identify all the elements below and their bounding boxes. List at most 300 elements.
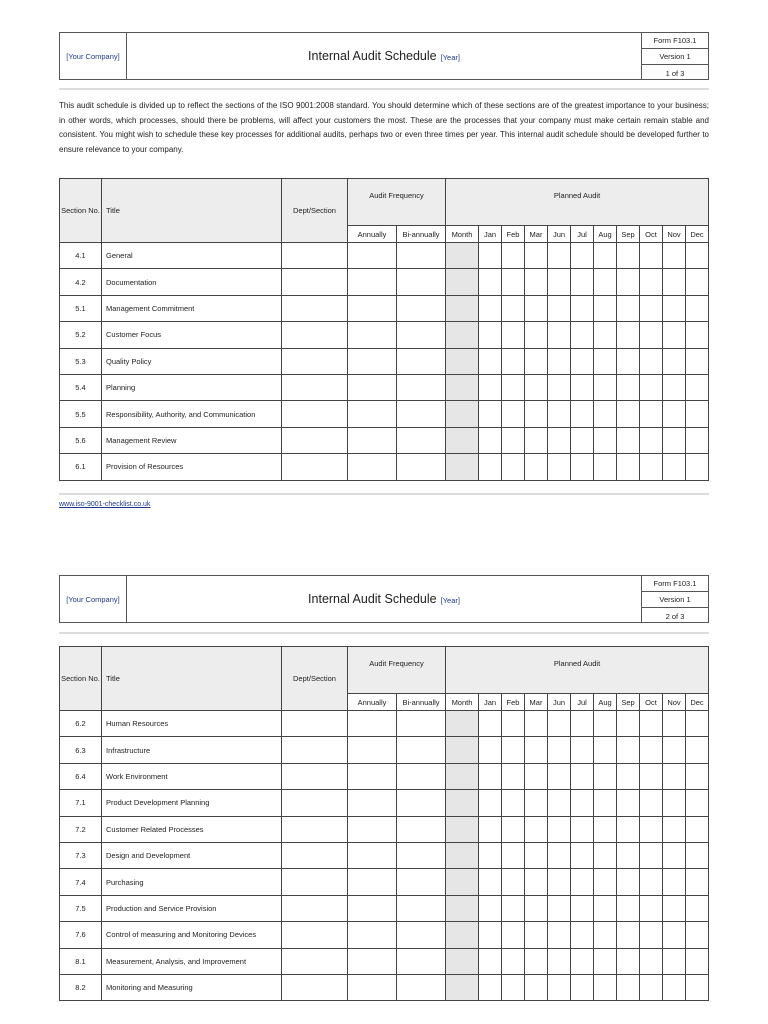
planned-month-cell[interactable] bbox=[686, 895, 709, 921]
planned-month-cell[interactable] bbox=[571, 895, 594, 921]
dept-cell[interactable] bbox=[282, 454, 348, 480]
planned-month-cell[interactable] bbox=[594, 842, 617, 868]
annually-cell[interactable] bbox=[348, 348, 397, 374]
planned-month-cell[interactable] bbox=[663, 816, 686, 842]
annually-cell[interactable] bbox=[348, 948, 397, 974]
planned-month-cell[interactable] bbox=[571, 295, 594, 321]
dept-cell[interactable] bbox=[282, 763, 348, 789]
planned-month-cell[interactable] bbox=[640, 737, 663, 763]
planned-month-cell[interactable] bbox=[571, 322, 594, 348]
annually-header: Annually bbox=[348, 226, 397, 243]
planned-month-cell[interactable] bbox=[663, 269, 686, 295]
planned-month-cell[interactable] bbox=[686, 922, 709, 948]
planned-month-cell[interactable] bbox=[617, 869, 640, 895]
planned-month-cell[interactable] bbox=[548, 842, 571, 868]
annually-cell[interactable] bbox=[348, 269, 397, 295]
planned-month-cell[interactable] bbox=[525, 816, 548, 842]
planned-month-cell[interactable] bbox=[594, 763, 617, 789]
annually-cell[interactable] bbox=[348, 374, 397, 400]
section-title: Management Commitment bbox=[102, 295, 282, 321]
planned-month-cell[interactable] bbox=[663, 869, 686, 895]
planned-month-cell[interactable] bbox=[663, 790, 686, 816]
planned-month-cell[interactable] bbox=[571, 922, 594, 948]
planned-month-cell[interactable] bbox=[571, 243, 594, 269]
planned-month-cell[interactable] bbox=[663, 763, 686, 789]
month-cell[interactable] bbox=[446, 427, 479, 453]
dept-cell[interactable] bbox=[282, 816, 348, 842]
planned-month-cell[interactable] bbox=[617, 348, 640, 374]
planned-month-cell[interactable] bbox=[571, 401, 594, 427]
planned-month-cell[interactable] bbox=[617, 922, 640, 948]
month-cell[interactable] bbox=[446, 974, 479, 1000]
planned-month-cell[interactable] bbox=[502, 243, 525, 269]
planned-month-cell[interactable] bbox=[617, 401, 640, 427]
planned-month-cell[interactable] bbox=[479, 295, 502, 321]
month-jul: Jul bbox=[571, 226, 594, 243]
planned-month-cell[interactable] bbox=[548, 322, 571, 348]
planned-month-cell[interactable] bbox=[502, 374, 525, 400]
planned-month-cell[interactable] bbox=[571, 948, 594, 974]
planned-month-cell[interactable] bbox=[571, 454, 594, 480]
annually-cell[interactable] bbox=[348, 322, 397, 348]
planned-month-cell[interactable] bbox=[548, 869, 571, 895]
planned-month-cell[interactable] bbox=[686, 763, 709, 789]
table-row bbox=[60, 401, 709, 427]
annually-cell[interactable] bbox=[348, 401, 397, 427]
planned-month-cell[interactable] bbox=[594, 895, 617, 921]
title-text: Internal Audit Schedule bbox=[308, 49, 437, 63]
month-cell[interactable] bbox=[446, 401, 479, 427]
annually-cell[interactable] bbox=[348, 816, 397, 842]
planned-month-cell[interactable] bbox=[548, 895, 571, 921]
planned-month-cell[interactable] bbox=[479, 948, 502, 974]
dept-cell[interactable] bbox=[282, 374, 348, 400]
planned-month-cell[interactable] bbox=[663, 895, 686, 921]
planned-month-cell[interactable] bbox=[502, 711, 525, 737]
planned-month-cell[interactable] bbox=[594, 869, 617, 895]
planned-month-cell[interactable] bbox=[663, 427, 686, 453]
bi-annually-cell[interactable] bbox=[397, 295, 446, 321]
planned-month-cell[interactable] bbox=[479, 895, 502, 921]
planned-month-cell[interactable] bbox=[640, 948, 663, 974]
planned-month-cell[interactable] bbox=[548, 401, 571, 427]
planned-month-cell[interactable] bbox=[594, 454, 617, 480]
planned-month-cell[interactable] bbox=[594, 816, 617, 842]
planned-month-cell[interactable] bbox=[502, 974, 525, 1000]
planned-month-cell[interactable] bbox=[663, 401, 686, 427]
month-cell[interactable] bbox=[446, 454, 479, 480]
bi-annually-cell[interactable] bbox=[397, 790, 446, 816]
planned-month-cell[interactable] bbox=[594, 322, 617, 348]
section-number: 7.4 bbox=[60, 869, 102, 895]
dept-cell[interactable] bbox=[282, 869, 348, 895]
annually-cell[interactable] bbox=[348, 427, 397, 453]
planned-month-cell[interactable] bbox=[571, 269, 594, 295]
planned-month-cell[interactable] bbox=[663, 348, 686, 374]
month-cell[interactable] bbox=[446, 790, 479, 816]
planned-month-cell[interactable] bbox=[617, 790, 640, 816]
planned-month-cell[interactable] bbox=[594, 427, 617, 453]
month-cell[interactable] bbox=[446, 269, 479, 295]
planned-month-cell[interactable] bbox=[640, 322, 663, 348]
planned-month-cell[interactable] bbox=[640, 295, 663, 321]
month-cell[interactable] bbox=[446, 295, 479, 321]
planned-month-cell[interactable] bbox=[617, 374, 640, 400]
planned-month-cell[interactable] bbox=[548, 763, 571, 789]
planned-month-cell[interactable] bbox=[479, 348, 502, 374]
planned-month-cell[interactable] bbox=[525, 427, 548, 453]
divider bbox=[59, 632, 709, 634]
planned-month-cell[interactable] bbox=[502, 737, 525, 763]
page2-header bbox=[59, 575, 709, 623]
planned-month-cell[interactable] bbox=[640, 401, 663, 427]
planned-month-cell[interactable] bbox=[617, 295, 640, 321]
dept-cell[interactable] bbox=[282, 948, 348, 974]
dept-cell[interactable] bbox=[282, 974, 348, 1000]
section-title: Production and Service Provision bbox=[102, 895, 282, 921]
dept-cell[interactable] bbox=[282, 711, 348, 737]
annually-cell[interactable] bbox=[348, 243, 397, 269]
version-label: Version 1 bbox=[642, 592, 708, 608]
company-name: [Your Company] bbox=[60, 33, 127, 79]
planned-month-cell[interactable] bbox=[663, 374, 686, 400]
planned-month-cell[interactable] bbox=[525, 454, 548, 480]
planned-month-cell[interactable] bbox=[548, 737, 571, 763]
dept-cell[interactable] bbox=[282, 348, 348, 374]
planned-month-cell[interactable] bbox=[479, 869, 502, 895]
planned-month-cell[interactable] bbox=[663, 711, 686, 737]
planned-month-cell[interactable] bbox=[548, 374, 571, 400]
planned-month-cell[interactable] bbox=[525, 322, 548, 348]
planned-month-cell[interactable] bbox=[640, 790, 663, 816]
planned-month-cell[interactable] bbox=[594, 401, 617, 427]
planned-month-cell[interactable] bbox=[479, 374, 502, 400]
planned-month-cell[interactable] bbox=[548, 243, 571, 269]
planned-month-cell[interactable] bbox=[502, 816, 525, 842]
planned-month-cell[interactable] bbox=[594, 374, 617, 400]
planned-month-cell[interactable] bbox=[640, 922, 663, 948]
planned-month-cell[interactable] bbox=[525, 948, 548, 974]
planned-month-cell[interactable] bbox=[571, 790, 594, 816]
planned-month-cell[interactable] bbox=[548, 711, 571, 737]
planned-month-cell[interactable] bbox=[479, 790, 502, 816]
bi-annually-cell[interactable] bbox=[397, 348, 446, 374]
planned-month-cell[interactable] bbox=[594, 948, 617, 974]
planned-month-cell[interactable] bbox=[571, 763, 594, 789]
planned-month-cell[interactable] bbox=[617, 737, 640, 763]
month-cell[interactable] bbox=[446, 374, 479, 400]
planned-month-cell[interactable] bbox=[686, 790, 709, 816]
dept-cell[interactable] bbox=[282, 922, 348, 948]
planned-month-cell[interactable] bbox=[502, 427, 525, 453]
planned-month-cell[interactable] bbox=[617, 427, 640, 453]
planned-month-cell[interactable] bbox=[640, 243, 663, 269]
planned-month-cell[interactable] bbox=[594, 711, 617, 737]
planned-month-cell[interactable] bbox=[548, 348, 571, 374]
planned-month-cell[interactable] bbox=[663, 737, 686, 763]
planned-month-cell[interactable] bbox=[525, 869, 548, 895]
dept-cell[interactable] bbox=[282, 401, 348, 427]
planned-month-cell[interactable] bbox=[525, 711, 548, 737]
planned-month-cell[interactable] bbox=[571, 816, 594, 842]
planned-month-cell[interactable] bbox=[640, 348, 663, 374]
planned-month-cell[interactable] bbox=[548, 427, 571, 453]
bi-annually-cell[interactable] bbox=[397, 895, 446, 921]
planned-month-cell[interactable] bbox=[686, 974, 709, 1000]
planned-month-cell[interactable] bbox=[548, 790, 571, 816]
title-header: Title bbox=[102, 179, 282, 243]
planned-month-cell[interactable] bbox=[686, 737, 709, 763]
planned-month-cell[interactable] bbox=[617, 974, 640, 1000]
planned-month-cell[interactable] bbox=[571, 374, 594, 400]
dept-cell[interactable] bbox=[282, 842, 348, 868]
planned-month-cell[interactable] bbox=[479, 974, 502, 1000]
dept-cell[interactable] bbox=[282, 737, 348, 763]
planned-month-cell[interactable] bbox=[640, 842, 663, 868]
planned-month-cell[interactable] bbox=[479, 842, 502, 868]
planned-month-cell[interactable] bbox=[525, 895, 548, 921]
planned-month-cell[interactable] bbox=[502, 348, 525, 374]
annually-cell[interactable] bbox=[348, 895, 397, 921]
planned-month-cell[interactable] bbox=[686, 269, 709, 295]
planned-month-cell[interactable] bbox=[479, 322, 502, 348]
planned-month-cell[interactable] bbox=[479, 401, 502, 427]
planned-month-cell[interactable] bbox=[525, 737, 548, 763]
planned-month-cell[interactable] bbox=[686, 401, 709, 427]
planned-month-cell[interactable] bbox=[617, 816, 640, 842]
planned-month-cell[interactable] bbox=[640, 427, 663, 453]
planned-month-cell[interactable] bbox=[548, 816, 571, 842]
bi-annually-cell[interactable] bbox=[397, 243, 446, 269]
planned-audit-header: Planned Audit bbox=[446, 647, 709, 694]
planned-month-cell[interactable] bbox=[640, 763, 663, 789]
planned-month-cell[interactable] bbox=[548, 454, 571, 480]
planned-month-cell[interactable] bbox=[594, 348, 617, 374]
month-nov: Nov bbox=[663, 226, 686, 243]
dept-cell[interactable] bbox=[282, 322, 348, 348]
planned-month-cell[interactable] bbox=[502, 401, 525, 427]
planned-month-cell[interactable] bbox=[502, 790, 525, 816]
planned-month-cell[interactable] bbox=[502, 842, 525, 868]
planned-month-cell[interactable] bbox=[479, 711, 502, 737]
planned-month-cell[interactable] bbox=[640, 454, 663, 480]
month-cell[interactable] bbox=[446, 922, 479, 948]
planned-month-cell[interactable] bbox=[502, 948, 525, 974]
planned-month-cell[interactable] bbox=[525, 842, 548, 868]
bi-annually-cell[interactable] bbox=[397, 737, 446, 763]
bi-annually-cell[interactable] bbox=[397, 948, 446, 974]
planned-month-cell[interactable] bbox=[640, 816, 663, 842]
planned-month-cell[interactable] bbox=[686, 816, 709, 842]
planned-month-cell[interactable] bbox=[502, 322, 525, 348]
dept-cell[interactable] bbox=[282, 269, 348, 295]
planned-month-cell[interactable] bbox=[525, 922, 548, 948]
planned-month-cell[interactable] bbox=[663, 948, 686, 974]
planned-month-cell[interactable] bbox=[617, 243, 640, 269]
planned-month-cell[interactable] bbox=[571, 348, 594, 374]
planned-month-cell[interactable] bbox=[663, 842, 686, 868]
planned-month-cell[interactable] bbox=[686, 427, 709, 453]
bi-annually-cell[interactable] bbox=[397, 269, 446, 295]
annually-cell[interactable] bbox=[348, 711, 397, 737]
divider bbox=[59, 88, 709, 90]
planned-month-cell[interactable] bbox=[525, 790, 548, 816]
bi-annually-cell[interactable] bbox=[397, 763, 446, 789]
planned-month-cell[interactable] bbox=[548, 948, 571, 974]
planned-month-cell[interactable] bbox=[571, 737, 594, 763]
planned-month-cell[interactable] bbox=[525, 348, 548, 374]
planned-month-cell[interactable] bbox=[594, 790, 617, 816]
bi-annually-cell[interactable] bbox=[397, 711, 446, 737]
month-cell[interactable] bbox=[446, 948, 479, 974]
planned-month-cell[interactable] bbox=[502, 895, 525, 921]
bi-annually-cell[interactable] bbox=[397, 922, 446, 948]
planned-month-cell[interactable] bbox=[479, 763, 502, 789]
month-cell[interactable] bbox=[446, 322, 479, 348]
website-link[interactable]: www.iso-9001-checklist.co.uk bbox=[59, 501, 151, 508]
bi-annually-cell[interactable] bbox=[397, 322, 446, 348]
planned-month-cell[interactable] bbox=[663, 922, 686, 948]
planned-month-cell[interactable] bbox=[617, 895, 640, 921]
planned-month-cell[interactable] bbox=[525, 269, 548, 295]
month-cell[interactable] bbox=[446, 711, 479, 737]
audit-frequency-header: Audit Frequency bbox=[348, 647, 446, 694]
planned-month-cell[interactable] bbox=[686, 869, 709, 895]
planned-month-cell[interactable] bbox=[479, 427, 502, 453]
bi-annually-cell[interactable] bbox=[397, 974, 446, 1000]
month-cell[interactable] bbox=[446, 816, 479, 842]
bi-annually-cell[interactable] bbox=[397, 401, 446, 427]
month-cell[interactable] bbox=[446, 737, 479, 763]
planned-month-cell[interactable] bbox=[502, 295, 525, 321]
bi-annually-cell[interactable] bbox=[397, 842, 446, 868]
planned-month-cell[interactable] bbox=[686, 454, 709, 480]
annually-cell[interactable] bbox=[348, 454, 397, 480]
planned-month-cell[interactable] bbox=[686, 348, 709, 374]
planned-month-cell[interactable] bbox=[548, 269, 571, 295]
planned-month-cell[interactable] bbox=[502, 763, 525, 789]
planned-month-cell[interactable] bbox=[686, 243, 709, 269]
section-title: Customer Related Processes bbox=[102, 816, 282, 842]
bi-annually-cell[interactable] bbox=[397, 374, 446, 400]
planned-month-cell[interactable] bbox=[617, 454, 640, 480]
bi-annually-cell[interactable] bbox=[397, 454, 446, 480]
planned-month-cell[interactable] bbox=[640, 269, 663, 295]
section-number: 5.4 bbox=[60, 374, 102, 400]
planned-month-cell[interactable] bbox=[479, 269, 502, 295]
bi-annually-cell[interactable] bbox=[397, 869, 446, 895]
planned-month-cell[interactable] bbox=[686, 374, 709, 400]
month-cell[interactable] bbox=[446, 243, 479, 269]
planned-month-cell[interactable] bbox=[479, 243, 502, 269]
month-cell[interactable] bbox=[446, 869, 479, 895]
planned-month-cell[interactable] bbox=[594, 243, 617, 269]
planned-month-cell[interactable] bbox=[548, 922, 571, 948]
planned-month-cell[interactable] bbox=[571, 427, 594, 453]
annually-cell[interactable] bbox=[348, 922, 397, 948]
planned-month-cell[interactable] bbox=[525, 763, 548, 789]
dept-cell[interactable] bbox=[282, 790, 348, 816]
planned-month-cell[interactable] bbox=[571, 842, 594, 868]
planned-month-cell[interactable] bbox=[663, 295, 686, 321]
planned-month-cell[interactable] bbox=[525, 243, 548, 269]
planned-month-cell[interactable] bbox=[479, 454, 502, 480]
planned-month-cell[interactable] bbox=[686, 711, 709, 737]
planned-month-cell[interactable] bbox=[525, 374, 548, 400]
planned-month-cell[interactable] bbox=[525, 974, 548, 1000]
annually-cell[interactable] bbox=[348, 737, 397, 763]
planned-month-cell[interactable] bbox=[617, 269, 640, 295]
planned-month-cell[interactable] bbox=[686, 842, 709, 868]
planned-month-cell[interactable] bbox=[502, 922, 525, 948]
annually-cell[interactable] bbox=[348, 763, 397, 789]
planned-month-cell[interactable] bbox=[571, 711, 594, 737]
planned-month-cell[interactable] bbox=[594, 295, 617, 321]
planned-month-cell[interactable] bbox=[686, 322, 709, 348]
planned-month-cell[interactable] bbox=[686, 295, 709, 321]
planned-month-cell[interactable] bbox=[640, 895, 663, 921]
planned-month-cell[interactable] bbox=[617, 322, 640, 348]
planned-month-cell[interactable] bbox=[525, 295, 548, 321]
planned-month-cell[interactable] bbox=[502, 269, 525, 295]
month-cell[interactable] bbox=[446, 348, 479, 374]
planned-month-cell[interactable] bbox=[594, 737, 617, 763]
month-cell[interactable] bbox=[446, 895, 479, 921]
planned-month-cell[interactable] bbox=[479, 737, 502, 763]
planned-month-cell[interactable] bbox=[594, 974, 617, 1000]
planned-month-cell[interactable] bbox=[617, 763, 640, 789]
planned-month-cell[interactable] bbox=[663, 454, 686, 480]
bi-annually-cell[interactable] bbox=[397, 427, 446, 453]
planned-month-cell[interactable] bbox=[686, 948, 709, 974]
planned-month-cell[interactable] bbox=[663, 322, 686, 348]
planned-month-cell[interactable] bbox=[479, 922, 502, 948]
planned-month-cell[interactable] bbox=[525, 401, 548, 427]
planned-month-cell[interactable] bbox=[594, 922, 617, 948]
planned-month-cell[interactable] bbox=[548, 974, 571, 1000]
planned-month-cell[interactable] bbox=[571, 974, 594, 1000]
planned-month-cell[interactable] bbox=[594, 269, 617, 295]
month-cell[interactable] bbox=[446, 842, 479, 868]
planned-month-cell[interactable] bbox=[479, 816, 502, 842]
planned-month-cell[interactable] bbox=[663, 974, 686, 1000]
planned-month-cell[interactable] bbox=[640, 869, 663, 895]
annually-cell[interactable] bbox=[348, 295, 397, 321]
dept-cell[interactable] bbox=[282, 427, 348, 453]
annually-cell[interactable] bbox=[348, 842, 397, 868]
bi-annually-cell[interactable] bbox=[397, 816, 446, 842]
planned-month-cell[interactable] bbox=[663, 243, 686, 269]
month-cell[interactable] bbox=[446, 763, 479, 789]
annually-cell[interactable] bbox=[348, 974, 397, 1000]
dept-cell[interactable] bbox=[282, 243, 348, 269]
planned-month-cell[interactable] bbox=[640, 974, 663, 1000]
planned-month-cell[interactable] bbox=[617, 842, 640, 868]
planned-month-cell[interactable] bbox=[548, 295, 571, 321]
planned-month-cell[interactable] bbox=[502, 454, 525, 480]
dept-cell[interactable] bbox=[282, 895, 348, 921]
planned-month-cell[interactable] bbox=[640, 374, 663, 400]
dept-cell[interactable] bbox=[282, 295, 348, 321]
planned-month-cell[interactable] bbox=[640, 711, 663, 737]
annually-cell[interactable] bbox=[348, 869, 397, 895]
annually-cell[interactable] bbox=[348, 790, 397, 816]
planned-month-cell[interactable] bbox=[617, 948, 640, 974]
section-number: 7.3 bbox=[60, 842, 102, 868]
planned-month-cell[interactable] bbox=[571, 869, 594, 895]
planned-month-cell[interactable] bbox=[617, 711, 640, 737]
planned-month-cell[interactable] bbox=[502, 869, 525, 895]
